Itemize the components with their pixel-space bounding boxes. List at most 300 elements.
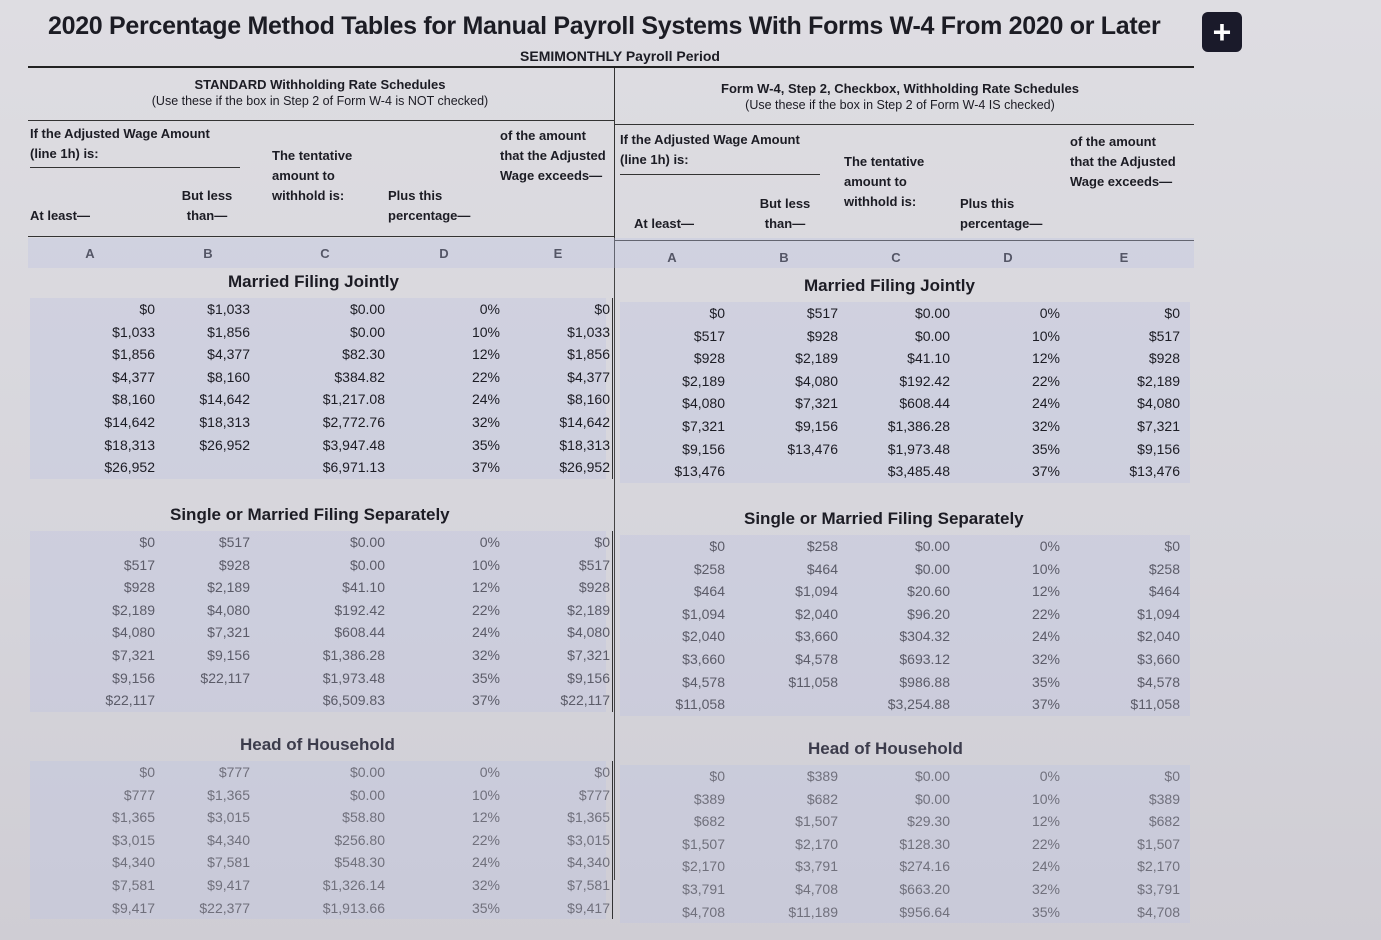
page-subtitle: SEMIMONTHLY Payroll Period xyxy=(520,48,720,64)
left-schedule-subtitle: (Use these if the box in Step 2 of Form W-4 is NOT checked) xyxy=(151,94,489,108)
left-single-or-married-filing-separately-column-c xyxy=(270,531,385,712)
right-wage-label-rule xyxy=(620,174,820,175)
table-cell: $1,217.08 xyxy=(322,391,385,408)
table-cell: $6,509.83 xyxy=(322,692,385,709)
table-cell: $22,117 xyxy=(560,692,610,709)
table-cell: $4,080 xyxy=(682,395,725,412)
table-cell: 24% xyxy=(471,391,500,408)
left-wage-label-rule xyxy=(30,167,240,168)
table-cell: $41.10 xyxy=(342,579,385,596)
table-cell: 10% xyxy=(1031,327,1060,344)
table-cell: $256.80 xyxy=(334,831,385,848)
table-cell: $517 xyxy=(578,556,610,573)
right-heading-rule xyxy=(614,124,1194,125)
right-but-less-header: But less than— xyxy=(759,196,811,231)
table-cell: 24% xyxy=(471,624,500,641)
table-cell: $4,377 xyxy=(112,368,155,385)
table-cell: $7,321 xyxy=(112,646,155,663)
table-cell: $11,189 xyxy=(788,903,838,920)
table-cell: $0 xyxy=(139,301,155,317)
table-cell: $96.20 xyxy=(907,605,950,622)
left-wage-label: If the Adjusted Wage Amount (line 1h) is: xyxy=(30,126,210,161)
left-married-filing-jointly-column-b xyxy=(150,298,250,479)
table-cell: $18,313 xyxy=(104,436,155,453)
table-cell: 24% xyxy=(1031,858,1060,875)
table-cell: $7,581 xyxy=(112,876,155,893)
right-column-letter-c: C xyxy=(891,250,901,265)
table-cell: $8,160 xyxy=(207,368,250,385)
table-cell: $26,952 xyxy=(559,459,610,476)
table-cell: $22,117 xyxy=(105,692,155,709)
table-cell: $608.44 xyxy=(899,395,950,412)
plus-icon[interactable]: + xyxy=(1202,12,1242,52)
table-cell: $3,660 xyxy=(682,650,725,667)
table-cell: 35% xyxy=(471,436,500,453)
table-cell: $4,377 xyxy=(207,346,250,363)
right-percentage-header: Plus this percentage— xyxy=(960,196,1043,231)
table-cell: 35% xyxy=(1031,673,1060,690)
table-cell: $0.00 xyxy=(349,301,385,317)
right-married-filing-jointly-column-c xyxy=(840,302,950,483)
table-cell: 12% xyxy=(471,346,500,363)
table-cell: $3,254.88 xyxy=(887,696,950,713)
table-cell: $2,189 xyxy=(795,350,838,367)
right-schedule-subtitle: (Use these if the box in Step 2 of Form W-4 IS checked) xyxy=(745,98,1055,112)
table-cell: $0.00 xyxy=(914,768,950,784)
table-cell: $0.00 xyxy=(349,323,385,340)
table-cell: $0 xyxy=(709,305,725,321)
table-cell: $13,476 xyxy=(1129,463,1180,480)
table-cell: $58.80 xyxy=(342,809,385,826)
table-cell: 22% xyxy=(1031,835,1060,852)
left-single-or-married-filing-separately-column-d xyxy=(420,531,500,712)
table-cell: $0 xyxy=(1164,305,1180,321)
table-cell: $986.88 xyxy=(899,673,950,690)
table-cell: $8,160 xyxy=(112,391,155,408)
left-married-filing-jointly-column-a xyxy=(40,298,155,479)
table-cell: $192.42 xyxy=(899,372,950,389)
left-head-of-household-column-e xyxy=(520,761,610,919)
table-cell: $777 xyxy=(578,786,610,803)
table-cell: 0% xyxy=(1039,538,1060,554)
table-cell: $4,578 xyxy=(795,650,838,667)
table-cell: $22,377 xyxy=(199,899,250,916)
table-cell: $258 xyxy=(806,538,838,554)
table-cell: $192.42 xyxy=(334,601,385,618)
table-cell: $3,947.48 xyxy=(322,436,385,453)
table-cell: 37% xyxy=(471,459,500,476)
table-cell: 12% xyxy=(1031,350,1060,367)
table-cell: $1,507 xyxy=(1137,835,1180,852)
letter-band xyxy=(28,238,1194,268)
right-column-letter-b: B xyxy=(779,250,789,265)
table-cell: $0.00 xyxy=(349,556,385,573)
table-cell: $7,321 xyxy=(207,624,250,641)
left-single-or-married-filing-separately-column-e xyxy=(520,531,610,712)
table-cell: $0.00 xyxy=(349,764,385,780)
left-column-letter-e: E xyxy=(553,246,563,261)
right-tentative-header: The tentative amount to withhold is: xyxy=(844,154,925,209)
table-cell: $2,170 xyxy=(1137,858,1180,875)
table-cell: 22% xyxy=(471,368,500,385)
table-cell: $4,708 xyxy=(795,880,838,897)
right-married-filing-jointly-column-d xyxy=(990,302,1060,483)
left-section-title-head-of-household: Head of Household xyxy=(240,735,395,754)
left-but-less-header: But less than— xyxy=(181,188,233,223)
table-cell: $1,094 xyxy=(795,583,838,600)
table-cell: 32% xyxy=(471,876,500,893)
table-cell: $1,856 xyxy=(112,346,155,363)
table-cell: 32% xyxy=(471,413,500,430)
table-cell: $9,156 xyxy=(682,440,725,457)
table-cell: $928 xyxy=(1148,350,1180,367)
table-cell: $2,772.76 xyxy=(322,413,385,430)
table-cell: $389 xyxy=(1148,790,1180,807)
table-cell: $2,040 xyxy=(682,628,725,645)
right-married-filing-jointly-column-e xyxy=(1090,302,1180,483)
table-cell: 35% xyxy=(1031,903,1060,920)
table-cell: $4,377 xyxy=(567,368,610,385)
left-percentage-header: Plus this percentage— xyxy=(388,188,471,223)
table-cell: $7,581 xyxy=(207,854,250,871)
table-cell xyxy=(150,456,250,479)
table-cell: $2,189 xyxy=(567,601,610,618)
table-cell: 10% xyxy=(471,556,500,573)
right-exceeds-header: of the amount that the Adjusted Wage exceeds— xyxy=(1070,134,1176,189)
table-cell: $9,417 xyxy=(567,899,610,916)
right-head-of-household-column-e xyxy=(1090,765,1180,923)
table-cell: $82.30 xyxy=(342,346,385,363)
table-cell: 10% xyxy=(1031,790,1060,807)
right-head-of-household-column-c xyxy=(840,765,950,923)
table-cell: $1,033 xyxy=(112,323,155,340)
table-cell: $4,340 xyxy=(112,854,155,871)
table-cell: 37% xyxy=(1031,696,1060,713)
table-cell: $11,058 xyxy=(675,696,725,713)
right-head-of-household-column-b xyxy=(738,765,838,923)
section-divider xyxy=(612,298,613,479)
right-schedule-heading xyxy=(640,80,1160,114)
table-cell: $389 xyxy=(806,768,838,784)
table-cell: $1,973.48 xyxy=(887,440,950,457)
table-cell: 0% xyxy=(479,764,500,780)
table-cell: $777 xyxy=(218,764,250,780)
table-cell: $11,058 xyxy=(788,673,838,690)
table-cell: $9,417 xyxy=(207,876,250,893)
table-cell: 35% xyxy=(471,669,500,686)
section-divider xyxy=(612,761,613,919)
section-divider xyxy=(612,531,613,712)
left-heading-rule xyxy=(28,120,614,121)
table-cell: $7,321 xyxy=(1137,417,1180,434)
table-cell: 0% xyxy=(1039,305,1060,321)
table-cell: $1,033 xyxy=(207,301,250,317)
table-cell: $26,952 xyxy=(104,459,155,476)
table-cell: $2,189 xyxy=(682,372,725,389)
table-cell: $0 xyxy=(594,534,610,550)
table-cell: $2,040 xyxy=(1137,628,1180,645)
right-single-or-married-filing-separately-column-a xyxy=(630,535,725,716)
table-cell: $0 xyxy=(594,764,610,780)
table-cell: $517 xyxy=(123,556,155,573)
table-cell: $464 xyxy=(1148,583,1180,600)
table-cell: $18,313 xyxy=(199,413,250,430)
table-cell: $928 xyxy=(578,579,610,596)
left-column-letter-d: D xyxy=(439,246,449,261)
table-cell: 32% xyxy=(1031,880,1060,897)
table-cell: $9,156 xyxy=(567,669,610,686)
table-cell: $14,642 xyxy=(199,391,250,408)
left-single-or-married-filing-separately-column-b xyxy=(150,531,250,712)
table-cell: $464 xyxy=(693,583,725,600)
table-cell: $14,642 xyxy=(559,413,610,430)
table-cell: 12% xyxy=(1031,583,1060,600)
table-cell: 12% xyxy=(471,579,500,596)
right-single-or-married-filing-separately-column-b xyxy=(738,535,838,716)
table-cell: 10% xyxy=(471,323,500,340)
table-cell: $517 xyxy=(218,534,250,550)
left-column-letter-c: C xyxy=(320,246,330,261)
left-section-title-married-filing-jointly: Married Filing Jointly xyxy=(228,272,399,291)
center-divider-lower xyxy=(614,268,615,880)
right-married-filing-jointly-column-a xyxy=(630,302,725,483)
table-cell: $517 xyxy=(806,305,838,321)
table-cell: 37% xyxy=(471,692,500,709)
table-cell: 12% xyxy=(1031,813,1060,830)
table-cell: $1,094 xyxy=(1137,605,1180,622)
table-cell: $4,578 xyxy=(1137,673,1180,690)
table-cell: 0% xyxy=(479,534,500,550)
table-cell: $1,386.28 xyxy=(322,646,385,663)
right-head-of-household-column-a xyxy=(630,765,725,923)
table-cell: $548.30 xyxy=(334,854,385,871)
table-cell: $928 xyxy=(693,350,725,367)
table-cell: $9,156 xyxy=(795,417,838,434)
table-cell: $0.00 xyxy=(349,534,385,550)
left-head-of-household-column-b xyxy=(150,761,250,919)
table-cell: $2,189 xyxy=(1137,372,1180,389)
table-cell: $304.32 xyxy=(899,628,950,645)
left-schedule-title: STANDARD Withholding Rate Schedules xyxy=(194,77,446,92)
table-cell: $517 xyxy=(693,327,725,344)
table-cell: $258 xyxy=(693,560,725,577)
table-cell: $777 xyxy=(123,786,155,803)
left-tentative-header: The tentative amount to withhold is: xyxy=(272,148,353,203)
table-cell: $0.00 xyxy=(914,560,950,577)
right-section-title-head-of-household: Head of Household xyxy=(808,739,963,758)
table-cell: $4,708 xyxy=(682,903,725,920)
table-cell: 10% xyxy=(1031,560,1060,577)
table-cell: $1,856 xyxy=(567,346,610,363)
table-cell: 35% xyxy=(471,899,500,916)
table-cell: $682 xyxy=(1148,813,1180,830)
right-married-filing-jointly-column-b xyxy=(738,302,838,483)
table-cell: $928 xyxy=(123,579,155,596)
right-at-least-header: At least— xyxy=(634,216,694,231)
table-cell: $1,365 xyxy=(207,786,250,803)
right-column-letter-a: A xyxy=(667,250,677,265)
table-cell: $4,340 xyxy=(567,854,610,871)
table-cell: $1,386.28 xyxy=(887,417,950,434)
right-section-title-single-or-married-filing-separately: Single or Married Filing Separately xyxy=(744,509,1024,528)
table-cell: $0.00 xyxy=(914,790,950,807)
left-exceeds-header: of the amount that the Adjusted Wage exceeds— xyxy=(500,128,606,183)
table-cell: $128.30 xyxy=(899,835,950,852)
table-cell: $7,321 xyxy=(795,395,838,412)
right-single-or-married-filing-separately-column-c xyxy=(840,535,950,716)
right-single-or-married-filing-separately-column-e xyxy=(1090,535,1180,716)
table-cell: 22% xyxy=(1031,605,1060,622)
table-cell: $9,156 xyxy=(1137,440,1180,457)
table-cell: $4,708 xyxy=(1137,903,1180,920)
table-cell: 24% xyxy=(1031,395,1060,412)
table-cell: $1,326.14 xyxy=(322,876,385,893)
table-cell: $2,189 xyxy=(112,601,155,618)
table-cell: $663.20 xyxy=(899,880,950,897)
table-cell: 10% xyxy=(471,786,500,803)
table-cell: 0% xyxy=(479,301,500,317)
right-column-letter-e: E xyxy=(1119,250,1129,265)
table-cell: $7,581 xyxy=(567,876,610,893)
table-cell: $4,080 xyxy=(112,624,155,641)
table-cell: 35% xyxy=(1031,440,1060,457)
table-cell: $3,015 xyxy=(112,831,155,848)
right-section-title-married-filing-jointly: Married Filing Jointly xyxy=(804,276,975,295)
table-cell: $682 xyxy=(806,790,838,807)
table-cell: 37% xyxy=(1031,463,1060,480)
table-cell: $0 xyxy=(1164,538,1180,554)
table-cell: $3,015 xyxy=(567,831,610,848)
table-cell: $13,476 xyxy=(674,463,725,480)
table-cell: 32% xyxy=(1031,650,1060,667)
page-title: 2020 Percentage Method Tables for Manual Payroll Systems With Forms W-4 From 2020 or Later xyxy=(48,12,1161,40)
left-header-bottom-rule xyxy=(28,236,614,237)
table-cell: $1,913.66 xyxy=(322,899,385,916)
left-head-of-household-column-c xyxy=(270,761,385,919)
table-cell: $29.30 xyxy=(907,813,950,830)
table-cell: 0% xyxy=(1039,768,1060,784)
table-cell: $11,058 xyxy=(1130,696,1180,713)
left-single-or-married-filing-separately-column-a xyxy=(40,531,155,712)
table-cell: $9,156 xyxy=(207,646,250,663)
table-cell: $258 xyxy=(1148,560,1180,577)
right-wage-label: If the Adjusted Wage Amount (line 1h) is: xyxy=(620,132,800,167)
left-column-letter-a: A xyxy=(85,246,95,261)
table-cell: $682 xyxy=(693,813,725,830)
table-cell: $26,952 xyxy=(199,436,250,453)
table-cell: $41.10 xyxy=(907,350,950,367)
table-cell: $0 xyxy=(594,301,610,317)
left-married-filing-jointly-column-c xyxy=(270,298,385,479)
table-cell: $3,791 xyxy=(682,880,725,897)
table-cell: 22% xyxy=(471,601,500,618)
table-cell: $8,160 xyxy=(567,391,610,408)
table-cell: $928 xyxy=(218,556,250,573)
table-cell: $693.12 xyxy=(899,650,950,667)
table-cell: $18,313 xyxy=(559,436,610,453)
table-cell: 24% xyxy=(471,854,500,871)
table-cell: $0 xyxy=(139,534,155,550)
table-cell: 22% xyxy=(1031,372,1060,389)
table-cell: $928 xyxy=(806,327,838,344)
table-cell: $0 xyxy=(139,764,155,780)
table-cell: $1,507 xyxy=(795,813,838,830)
table-cell: $3,485.48 xyxy=(887,463,950,480)
table-cell: $4,080 xyxy=(795,372,838,389)
table-cell xyxy=(150,689,250,712)
table-cell: $4,578 xyxy=(682,673,725,690)
table-cell: $1,856 xyxy=(207,323,250,340)
table-cell: $14,642 xyxy=(104,413,155,430)
table-cell: $956.64 xyxy=(899,903,950,920)
table-cell: $0.00 xyxy=(914,538,950,554)
left-column-letter-b: B xyxy=(203,246,213,261)
table-cell: $384.82 xyxy=(334,368,385,385)
right-single-or-married-filing-separately-column-d xyxy=(990,535,1060,716)
table-cell: $4,080 xyxy=(207,601,250,618)
table-cell: $0.00 xyxy=(349,786,385,803)
left-schedule-heading xyxy=(60,76,580,110)
left-married-filing-jointly-column-d xyxy=(420,298,500,479)
table-cell: $4,340 xyxy=(207,831,250,848)
table-cell: $4,080 xyxy=(567,624,610,641)
right-schedule-title: Form W-4, Step 2, Checkbox, Withholding Rate Schedules xyxy=(721,81,1079,96)
table-cell: $608.44 xyxy=(334,624,385,641)
top-rule xyxy=(28,66,1194,68)
table-cell xyxy=(738,693,838,716)
table-cell: $274.16 xyxy=(899,858,950,875)
table-cell: $9,417 xyxy=(112,899,155,916)
table-cell: $2,170 xyxy=(682,858,725,875)
table-cell xyxy=(738,460,838,483)
table-cell: 24% xyxy=(1031,628,1060,645)
table-cell: $0.00 xyxy=(914,327,950,344)
table-cell: $2,170 xyxy=(795,835,838,852)
table-cell: $9,156 xyxy=(112,669,155,686)
table-cell: $3,791 xyxy=(1137,880,1180,897)
left-married-filing-jointly-column-e xyxy=(520,298,610,479)
table-cell: $1,365 xyxy=(567,809,610,826)
table-cell: $0 xyxy=(709,538,725,554)
table-cell: $389 xyxy=(693,790,725,807)
table-cell: $4,080 xyxy=(1137,395,1180,412)
table-cell: $1,094 xyxy=(682,605,725,622)
table-cell: $3,015 xyxy=(207,809,250,826)
table-cell: $0 xyxy=(709,768,725,784)
table-cell: 22% xyxy=(471,831,500,848)
table-cell: $2,040 xyxy=(795,605,838,622)
table-cell: $7,321 xyxy=(682,417,725,434)
table-cell: 32% xyxy=(1031,417,1060,434)
left-head-of-household-column-a xyxy=(40,761,155,919)
table-cell: $3,660 xyxy=(1137,650,1180,667)
table-cell: 32% xyxy=(471,646,500,663)
table-cell: $7,321 xyxy=(567,646,610,663)
table-cell: $517 xyxy=(1148,327,1180,344)
table-cell: $464 xyxy=(806,560,838,577)
left-head-of-household-column-d xyxy=(420,761,500,919)
table-cell: $22,117 xyxy=(200,669,250,686)
right-head-of-household-column-d xyxy=(990,765,1060,923)
table-cell: 12% xyxy=(471,809,500,826)
table-cell: $3,660 xyxy=(795,628,838,645)
table-cell: $1,507 xyxy=(682,835,725,852)
left-section-title-single-or-married-filing-separately: Single or Married Filing Separately xyxy=(170,505,450,524)
table-cell: $0.00 xyxy=(914,305,950,321)
table-cell: $2,189 xyxy=(207,579,250,596)
table-cell: $0 xyxy=(1164,768,1180,784)
table-cell: $3,791 xyxy=(795,858,838,875)
